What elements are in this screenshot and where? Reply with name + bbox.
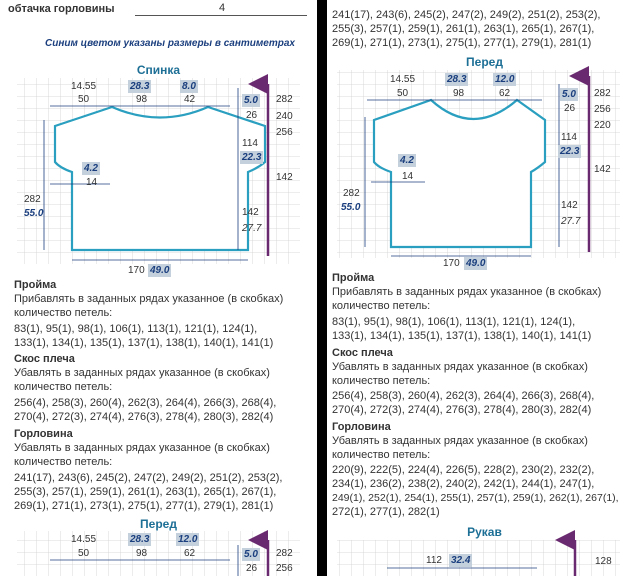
left-neck-row: 255(3), 257(1), 259(1), 261(1), 263(1), 265(1), 267(1), [14, 486, 277, 498]
right-shoulder-desc: количество петель: [332, 375, 431, 387]
right-neck-title: Горловина [332, 421, 391, 433]
back-top-mid-st: 98 [136, 94, 148, 105]
front-axis-val: 142 [594, 164, 611, 175]
front-right-a-st: 26 [564, 103, 576, 114]
back-top-right-cm: 8.0 [182, 81, 196, 92]
back-right-c-st: 142 [242, 207, 259, 218]
front-left-st: 282 [343, 188, 360, 199]
front-diagram-partial [0, 0, 317, 576]
back-title: Спинка [136, 63, 181, 77]
left-shoulder-row: 256(4), 258(3), 260(4), 262(3), 264(4), 266(3), 268(4), [14, 397, 277, 409]
right-armhole-desc: Прибавлять в заданных рядах указанное (в скобках) [332, 286, 602, 298]
sleeve-diagram-partial [327, 0, 642, 576]
front-top-right-st: 62 [499, 88, 511, 99]
back-left-cm: 55.0 [24, 208, 44, 219]
left-shoulder-title: Скос плеча [14, 353, 75, 365]
right-shoulder-row: 270(4), 272(3), 274(4), 276(3), 278(4), 280(3), 282(4) [332, 404, 592, 416]
back-axis-val: 142 [276, 172, 293, 183]
header-value: 4 [219, 2, 226, 14]
left-neck-row: 241(17), 243(6), 245(2), 247(2), 249(2), 251(2), 253(2), [14, 472, 283, 484]
right-neck-desc: Убавлять в заданных рядах указанное (в скобках) [332, 435, 588, 447]
front-top-left-st: 50 [397, 88, 409, 99]
front-right-a-cm: 5.0 [562, 89, 576, 100]
front-top-right-cm: 12.0 [178, 534, 198, 545]
right-shoulder-row: 256(4), 258(3), 260(4), 262(3), 264(4), 266(3), 268(4), [332, 390, 595, 402]
front-bottom-cm: 49.0 [466, 258, 486, 269]
back-top-left-st: 50 [78, 94, 90, 105]
front-top-left-st: 50 [78, 548, 90, 559]
right-armhole-row: 83(1), 95(1), 98(1), 106(1), 113(1), 121(1), 124(1), [332, 316, 576, 328]
back-right-a-st: 26 [246, 110, 258, 121]
front-axis-val: 256 [594, 104, 611, 115]
front-right-a-cm: 5.0 [244, 549, 258, 560]
back-top-mid-cm: 28.3 [130, 81, 150, 92]
front-arm-cm: 4.2 [400, 155, 414, 166]
front-top-left-cm: 14.55 [390, 74, 416, 85]
back-axis-val: 256 [276, 127, 293, 138]
front-right-c-cm: 27.7 [561, 216, 581, 227]
back-top-left-cm: 14.55 [71, 81, 97, 92]
front-arm-st: 14 [402, 171, 414, 182]
left-neck-row: 269(1), 271(1), 273(1), 275(1), 277(1), 279(1), 281(1) [14, 500, 274, 512]
front-axis-val: 220 [594, 120, 611, 131]
front-top-left-cm: 14.55 [71, 534, 97, 545]
left-armhole-row: 83(1), 95(1), 98(1), 106(1), 113(1), 121(1), 124(1), [14, 323, 258, 335]
front-title: Перед [466, 55, 503, 69]
left-neck-desc: Убавлять в заданных рядах указанное (в скобках) [14, 442, 270, 454]
right-neck-row: 220(9), 222(5), 224(4), 226(5), 228(2), 230(2), 232(2), [332, 464, 595, 476]
front-top-mid-st: 98 [136, 548, 148, 559]
front-title-left: Перед [140, 517, 177, 531]
right-top-row: 241(17), 243(6), 245(2), 247(2), 249(2), 251(2), 253(2), [332, 9, 601, 21]
front-right-c-st: 142 [561, 200, 578, 211]
left-armhole-row: 133(1), 134(1), 135(1), 137(1), 138(1), 140(1), 141(1) [14, 337, 274, 349]
back-right-b-cm: 22.3 [242, 152, 262, 163]
left-armhole-title: Пройма [14, 279, 57, 291]
right-top-row: 269(1), 271(1), 273(1), 275(1), 277(1), 279(1), 281(1) [332, 37, 592, 49]
left-panel[interactable] [0, 0, 317, 576]
back-right-b-st: 114 [242, 138, 258, 149]
front-axis-val: 282 [276, 548, 293, 559]
front-top-mid-cm: 28.3 [130, 534, 150, 545]
sleeve-top-st: 112 [426, 555, 442, 566]
front-top-mid-st: 98 [453, 88, 465, 99]
right-shoulder-desc: Убавлять в заданных рядах указанное (в скобках) [332, 361, 588, 373]
left-armhole-desc: Прибавлять в заданных рядах указанное (в скобках) [14, 293, 284, 305]
back-arm-st: 14 [86, 177, 98, 188]
front-top-mid-cm: 28.3 [447, 74, 467, 85]
front-top-right-cm: 12.0 [495, 74, 515, 85]
back-axis-val: 240 [276, 111, 293, 122]
left-armhole-desc: количество петель: [14, 307, 113, 319]
left-shoulder-desc: количество петель: [14, 381, 113, 393]
right-neck-row: 249(1), 252(1), 254(1), 255(1), 257(1), 259(1), 262(1), 267(1), [332, 492, 619, 504]
right-armhole-title: Пройма [332, 272, 375, 284]
back-left-st: 282 [24, 194, 41, 205]
front-axis-val: 256 [276, 563, 293, 574]
front-axis-val: 282 [594, 88, 611, 99]
front-right-a-st: 26 [246, 563, 258, 574]
back-bottom-cm: 49.0 [150, 265, 170, 276]
right-panel[interactable] [327, 0, 642, 576]
back-bottom-st: 170 [128, 265, 145, 276]
right-shoulder-title: Скос плеча [332, 347, 393, 359]
left-shoulder-row: 270(4), 272(3), 274(4), 276(3), 278(4), 280(3), 282(4) [14, 411, 274, 423]
right-armhole-desc: количество петель: [332, 300, 431, 312]
back-arm-cm: 4.2 [84, 163, 98, 174]
right-neck-desc: количество петель: [332, 449, 431, 461]
back-top-right-st: 42 [184, 94, 196, 105]
right-top-row: 255(3), 257(1), 259(1), 261(1), 263(1), 265(1), 267(1), [332, 23, 595, 35]
front-left-cm: 55.0 [341, 202, 361, 213]
front-bottom-st: 170 [443, 258, 460, 269]
front-top-right-st: 62 [184, 548, 196, 559]
back-right-a-cm: 5.0 [244, 95, 258, 106]
sleeve-title: Рукав [467, 525, 502, 539]
back-right-c-cm: 27.7 [242, 223, 262, 234]
header-label: обтачка горловины [8, 3, 115, 15]
right-armhole-row: 133(1), 134(1), 135(1), 137(1), 138(1), 140(1), 141(1) [332, 330, 592, 342]
back-axis-val: 282 [276, 94, 293, 105]
front-right-b-st: 114 [561, 132, 577, 143]
left-shoulder-desc: Убавлять в заданных рядах указанное (в скобках) [14, 367, 270, 379]
right-neck-row: 234(1), 236(2), 238(2), 240(2), 242(1), 244(1), 247(1), [332, 478, 595, 490]
sleeve-axis-val: 128 [595, 556, 612, 567]
right-neck-row: 272(1), 277(1), 282(1) [332, 506, 440, 518]
left-neck-desc: количество петель: [14, 456, 113, 468]
sleeve-top-cm: 32.4 [451, 555, 471, 566]
size-note: Синим цветом указаны размеры в сантиметрах [45, 38, 295, 49]
left-neck-title: Горловина [14, 428, 73, 440]
front-right-b-cm: 22.3 [560, 146, 580, 157]
